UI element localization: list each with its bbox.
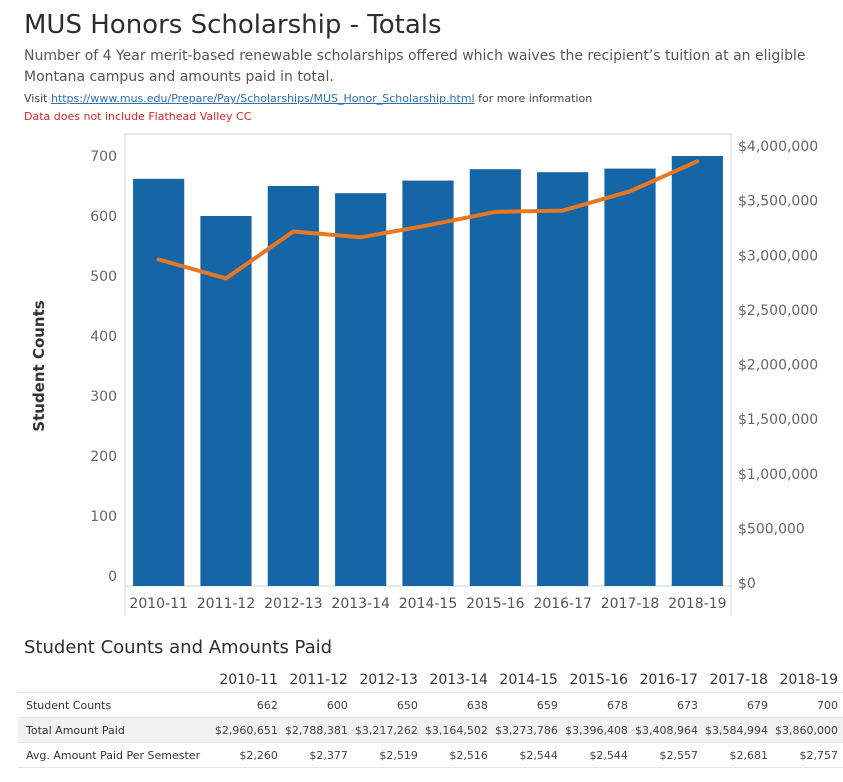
table-cell: $2,557 [633,743,703,768]
y-tick-label: 0 [108,569,117,585]
table-cell: $2,377 [283,743,353,768]
bar-2018-19 [672,156,723,586]
table-cell: $3,396,408 [563,718,633,743]
y2-tick-label: $4,000,000 [738,139,819,155]
y-tick-label: 500 [90,269,117,285]
table-cell: $3,408,964 [633,718,703,743]
table-row-label: Total Amount Paid [18,718,213,743]
table-cell: $2,544 [493,743,563,768]
x-tick-label: 2013-14 [331,596,390,612]
page-title: MUS Honors Scholarship - Totals [24,10,442,40]
x-tick-label: 2012-13 [264,596,323,612]
combo-chart [0,130,843,620]
data-table [18,668,843,768]
x-tick-label: 2014-15 [398,596,458,612]
y2-tick-label: $1,500,000 [738,412,819,429]
table-cell: $2,519 [353,743,423,768]
y2-tick-label: $3,500,000 [738,193,819,210]
table-cell: 638 [423,693,493,718]
bar-2014-15 [402,181,453,586]
scholarship-link[interactable]: https://www.mus.edu/Prepare/Pay/Scholarships/MUS_Honor_Scholarship.html [50,92,475,105]
table-cell: 659 [493,693,563,718]
table-cell: $2,757 [773,743,843,768]
table-cell: 678 [563,693,633,718]
table-cell: 650 [353,693,423,718]
x-tick-label: 2016-17 [533,596,592,612]
table-cell: $3,860,000 [773,718,843,743]
table-cell: $3,273,786 [493,718,563,743]
y-tick-label: 400 [90,329,117,345]
table-column-header: 2018-19 [779,672,838,688]
bar-2017-18 [604,169,655,586]
visit-line [24,92,592,105]
table-column-header: 2010-11 [219,672,278,688]
y-tick-label: 200 [90,449,117,465]
table-row [18,743,843,768]
x-tick-label: 2015-16 [466,596,525,612]
table-cell: 673 [633,693,703,718]
table-cell: $2,960,651 [213,718,283,743]
table-cell: $3,584,994 [703,718,773,743]
x-tick-label: 2010-11 [129,596,188,612]
table-cell: $2,681 [703,743,773,768]
y-axis-title: Student Counts [30,300,48,432]
y2-tick-label: $0 [738,576,756,592]
y2-tick-label: $2,500,000 [738,302,819,319]
table-cell: 679 [703,693,773,718]
page-subtitle: Number of 4 Year merit-based renewable scholarships offered which waives the recipient’s tuition at an eligible Montana campus and amounts paid in total. [24,48,806,85]
table-row [18,718,843,743]
table-column-header: 2012-13 [359,672,418,688]
table-header-row [18,668,843,693]
data-note: Data does not include Flathead Valley CC [24,110,252,123]
table-cell: $2,544 [563,743,633,768]
table-cell: $2,516 [423,743,493,768]
table-column-header: 2016-17 [639,672,698,688]
x-tick-label: 2018-19 [668,596,727,612]
table-body [18,693,843,768]
table-column-header: 2011-12 [289,672,348,688]
y2-tick-label: $2,000,000 [738,357,819,374]
table-cell: 700 [773,693,843,718]
y-tick-label: 300 [90,389,117,405]
y-tick-label: 600 [90,209,117,225]
y2-tick-label: $3,000,000 [738,248,819,265]
table-row [18,693,843,718]
x-tick-label: 2017-18 [600,596,660,612]
table-cell: $3,217,262 [353,718,423,743]
table-cell: $2,788,381 [283,718,353,743]
y-tick-label: 100 [90,509,117,525]
table-cell: $2,260 [213,743,283,768]
table-column-header: 2014-15 [499,672,558,688]
y2-tick-label: $500,000 [738,521,805,538]
table-column-header: 2013-14 [429,672,488,688]
table-cell: 662 [213,693,283,718]
table-row-label: Avg. Amount Paid Per Semester [18,743,213,768]
data-table-container [18,668,843,778]
table-title: Student Counts and Amounts Paid [24,637,333,658]
bar-2016-17 [537,172,588,586]
table-cell: $3,164,502 [423,718,493,743]
table-cell: 600 [283,693,353,718]
y-tick-label: 700 [90,149,117,165]
visit-suffix: for more information [478,92,593,105]
x-tick-label: 2011-12 [196,596,256,612]
table-column-header: 2015-16 [569,672,628,688]
bar-2010-11 [133,179,184,586]
table-header-blank [18,668,213,693]
bar-2013-14 [335,193,386,586]
table-row-label: Student Counts [18,693,213,718]
table-column-header: 2017-18 [709,672,768,688]
bar-2015-16 [470,169,521,586]
y2-tick-label: $1,000,000 [738,466,819,483]
visit-prefix: Visit [24,92,48,105]
